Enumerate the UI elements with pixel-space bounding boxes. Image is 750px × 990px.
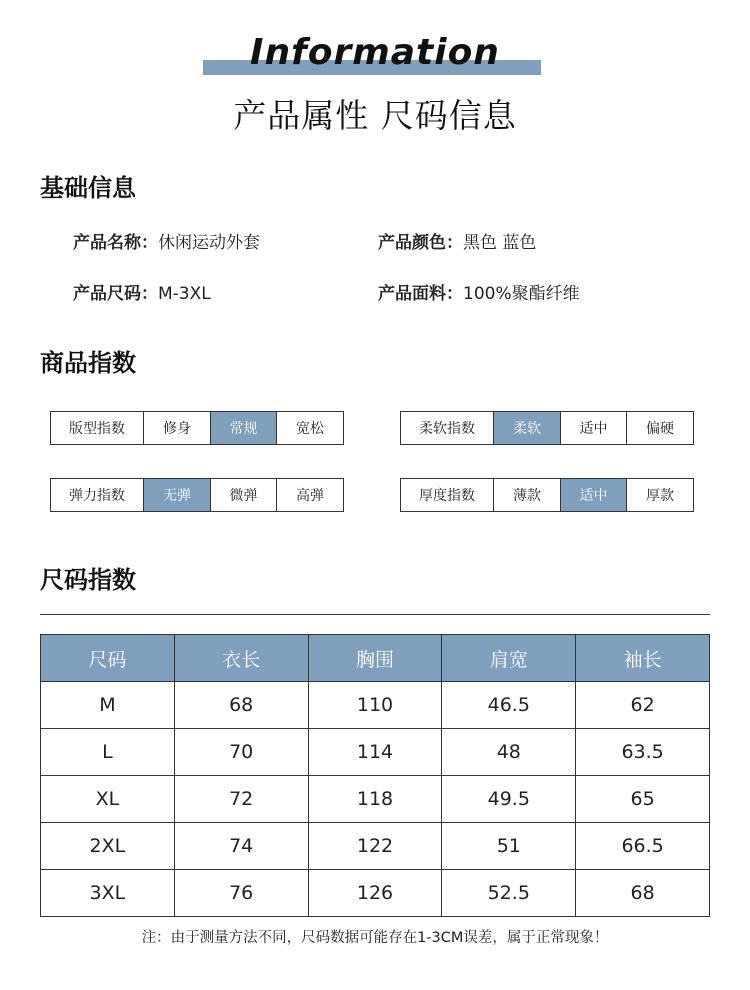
size-chart-title: 尺码指数 — [40, 566, 136, 594]
title-english: Information — [250, 32, 500, 73]
product-color-label: 产品颜色： — [378, 233, 463, 253]
table-row — [41, 823, 710, 870]
table-cell: 46.5 — [442, 682, 576, 729]
product-fabric-row — [378, 279, 580, 304]
table-cell: 2XL — [41, 823, 175, 870]
table-cell: XL — [41, 776, 175, 823]
thickness-index-label: 厚度指数 — [401, 479, 494, 511]
elasticity-index — [50, 478, 344, 512]
softness-index-label: 柔软指数 — [401, 412, 494, 444]
fit-option: 宽松 — [296, 421, 324, 437]
table-cell: 49.5 — [442, 776, 576, 823]
elasticity-index-label: 弹力指数 — [51, 479, 144, 511]
table-cell: 52.5 — [442, 870, 576, 917]
product-name-label: 产品名称： — [73, 233, 158, 253]
measurement-note: 注：由于测量方法不同，尺码数据可能存在1-3CM误差，属于正常现象！ — [141, 930, 609, 946]
product-fabric-value: 100%聚酯纤维 — [463, 284, 580, 304]
table-cell: 114 — [308, 729, 442, 776]
product-name-value: 休闲运动外套 — [158, 233, 260, 253]
table-cell: 68 — [174, 682, 308, 729]
fit-index — [50, 411, 344, 445]
table-cell: 118 — [308, 776, 442, 823]
basic-info-title: 基础信息 — [40, 174, 136, 202]
thickness-option: 薄款 — [494, 479, 561, 511]
thickness-option: 厚款 — [646, 488, 674, 504]
table-cell: 65 — [576, 776, 710, 823]
fit-option: 修身 — [144, 412, 211, 444]
product-size-row — [73, 279, 211, 304]
table-cell: 110 — [308, 682, 442, 729]
table-cell: 122 — [308, 823, 442, 870]
header-length: 衣长 — [174, 635, 308, 682]
elasticity-option: 微弹 — [211, 479, 277, 511]
table-cell: 51 — [442, 823, 576, 870]
table-cell: 74 — [174, 823, 308, 870]
product-fabric-label: 产品面料： — [378, 284, 463, 304]
softness-index — [400, 411, 694, 445]
elasticity-option: 高弹 — [296, 488, 324, 504]
table-row — [41, 729, 710, 776]
thickness-index — [400, 478, 694, 512]
size-table — [40, 634, 710, 917]
fit-option: 常规 — [211, 412, 277, 444]
table-cell: 66.5 — [576, 823, 710, 870]
table-row — [41, 776, 710, 823]
header-chest: 胸围 — [308, 635, 442, 682]
table-cell: 3XL — [41, 870, 175, 917]
table-cell: L — [41, 729, 175, 776]
header-shoulder: 肩宽 — [442, 635, 576, 682]
table-cell: 76 — [174, 870, 308, 917]
product-color-row — [378, 228, 536, 253]
table-cell: 63.5 — [576, 729, 710, 776]
header-sleeve: 袖长 — [576, 635, 710, 682]
softness-option: 柔软 — [494, 412, 561, 444]
elasticity-option: 无弹 — [144, 479, 211, 511]
table-row — [41, 682, 710, 729]
product-color-value: 黑色 蓝色 — [463, 233, 537, 253]
table-cell: 68 — [576, 870, 710, 917]
table-row — [41, 870, 710, 917]
table-cell: 62 — [576, 682, 710, 729]
table-cell: 70 — [174, 729, 308, 776]
softness-option: 偏硬 — [646, 421, 674, 437]
product-size-value: M-3XL — [158, 284, 211, 304]
product-size-label: 产品尺码： — [73, 284, 158, 304]
table-cell: 72 — [174, 776, 308, 823]
indices-title: 商品指数 — [40, 349, 136, 377]
header-size: 尺码 — [41, 635, 175, 682]
table-cell: 126 — [308, 870, 442, 917]
product-name-row — [73, 228, 260, 253]
thickness-option: 适中 — [561, 479, 627, 511]
fit-index-label: 版型指数 — [51, 412, 144, 444]
section-divider — [40, 614, 710, 615]
table-cell: 48 — [442, 729, 576, 776]
table-cell: M — [41, 682, 175, 729]
title-chinese: 产品属性 尺码信息 — [233, 96, 517, 135]
softness-option: 适中 — [561, 412, 627, 444]
table-header-row — [41, 635, 710, 682]
